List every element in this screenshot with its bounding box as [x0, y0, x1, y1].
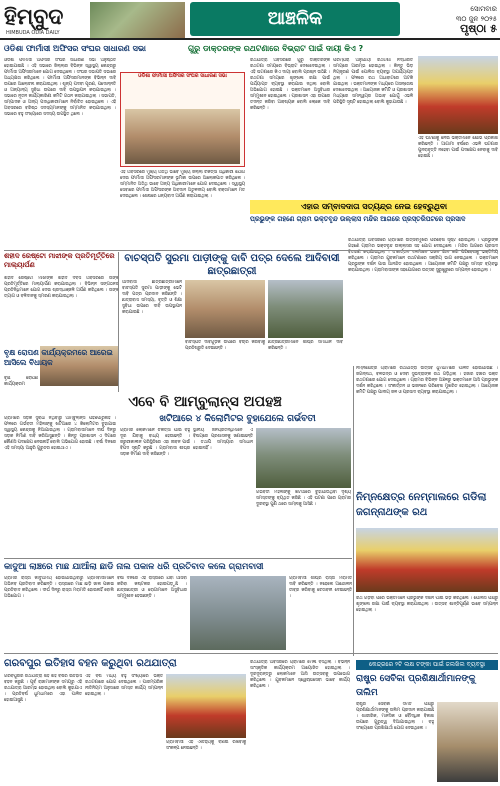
- row-rule: [4, 250, 498, 251]
- weekday: ସୋମବାର: [470, 5, 497, 13]
- a7-body-col3: [193, 428, 253, 556]
- a3-box-header: ଏହାର ସମ୍ବାଦଦାତା ସତ୍ୟନ୍ଦ୍ର ନେଇ ହେବ୍ରୁଥିବା: [250, 200, 498, 214]
- a11-headline: ରାଷ୍ଟ୍ର ସେବିକା ପ୍ରଶିକ୍ଷାର୍ଥୀମାନଙ୍କୁ ତାଲିମ: [356, 674, 476, 698]
- a9-body-col1: [4, 576, 114, 650]
- a3-headline: ପ୍ରଭୁଙ୍କ ଗହଣେ ଗ୍ରାମ ଭକ୍ତବୃନ୍ଦ ଉଲ୍ଲାସ ମନ୍ଦିର ଆଗରେ ପ୍ରସ୍ତରିପଟରେ ପ୍ରସାଦ: [250, 215, 466, 223]
- row-rule: [4, 653, 498, 654]
- a9-photo: [190, 576, 286, 650]
- a2-chariot-photo: [418, 56, 498, 134]
- page-number: ପୃଷ୍ଠା ୫: [460, 22, 497, 35]
- a7-subheadline: ଖଟିଆରେ ୪ କିଲୋମିଟର ବୁହାଯେଲେ ଗର୍ଭବତୀ: [159, 414, 316, 424]
- a4-photo-2: [268, 280, 343, 338]
- a5-headline: ଶହୀଦ ରେଷ୍ଟୋ ମାଝୀଙ୍କ ପ୍ରତିମୂର୍ତ୍ତିରେ ମାଲ୍ୟାର୍ପଣ: [4, 252, 115, 269]
- a11-body: [356, 702, 434, 782]
- a4-body-col3: [268, 340, 343, 362]
- a4-photo: [185, 280, 265, 338]
- date-block: [405, 4, 497, 36]
- a8-chariot-photo: [356, 528, 498, 592]
- a6-body: [4, 376, 38, 396]
- a1-poster-text: ଓଡିଶା ଫାର୍ମାସୀ ଅଫିସର ସଂଘର ସାଧାରଣ ସଭା: [138, 73, 227, 79]
- a4-body-col2: [185, 340, 265, 362]
- column-rule: [118, 252, 119, 392]
- a2-body-col3: [418, 136, 498, 198]
- masthead-photo: [90, 2, 185, 38]
- date: ୩୦ ଜୁନ ୨୦୨୫: [455, 15, 497, 23]
- a2-headline: ଗୁରୁ ଡାକ୍ତରଙ୍କ ରଥଟଣାରେ ବିଭ୍ରାଟ ପାଇଁ ଦାୟୀ କିଏ ?: [188, 44, 364, 53]
- a1-body-2: [120, 170, 245, 250]
- a10-chariot-photo: [166, 674, 246, 738]
- logo-subtitle: HIMBUDA ODIA DAILY: [6, 30, 60, 36]
- divider: [250, 650, 350, 651]
- a11-banner: କେନ୍ଦ୍ରରେ ୨ଟି ଲକ୍ଷ ଟଙ୍କା ପାଇଁ ଜଲଖିଲ ବ୍ୟବସ୍ଥା: [356, 660, 498, 670]
- a6-headline: ବୃକ୍ଷ ରୋପଣ କାର୍ଯ୍ୟକ୍ରମରେ ଆରେଇ ଆସିଲେ ବିଧାୟକ: [4, 348, 113, 367]
- newspaper-logo: ହିମ୍ବୁଦ: [4, 4, 64, 30]
- a1-headline: ଓଡିଶା ଫାର୍ମାସୀ ଅଫିସର ସଂଘର ସାଧାରଣ ସଭା: [4, 44, 146, 53]
- a1-photo-banner: [120, 72, 245, 167]
- a9-body-col2: [117, 576, 187, 650]
- a10-headline: ଗରବପୁର ଇତିହାସ ବହନ କରୁଥିବା ରଥଯାତ୍ରା: [4, 658, 177, 669]
- a7-headline: ଏବେ ବି ଆମ୍ବୁଲାନ୍ସ ଅପହଞ୍ଚ: [128, 394, 282, 410]
- a10-body-col4: [250, 660, 350, 782]
- a7-photo: [256, 428, 351, 488]
- a1-body: [4, 58, 116, 248]
- a8-headline: ନିମ୍ନକ୍ଷେତ୍ର ନେମ୍ମାଲରେ ଗଡିଲା ଜଗନ୍ନାଥଙ୍କ ରଥ: [356, 492, 487, 518]
- a7-body-col2: [120, 428, 190, 556]
- a9-body-col3: [289, 576, 352, 650]
- a3-body: [348, 238, 498, 362]
- a7-body-col1: [4, 416, 116, 556]
- a10-body-col3: [166, 740, 246, 782]
- a4-headline: ବାଚସ୍ପତି ସୁରମା ପାଡ଼ୀଙ୍କୁ ଦାବି ପତ୍ର ଦେଲେ ଆଦିବାସୀ ଛାତ୍ରଛାତ୍ରୀ: [124, 253, 340, 277]
- a1-photo: [125, 109, 240, 164]
- a11-photo: [437, 702, 498, 782]
- a7-body-col4: [256, 490, 351, 556]
- a8-body-top: [356, 366, 498, 486]
- column-rule: [353, 366, 354, 656]
- a4-body-col1: [122, 280, 182, 360]
- a2-body-col1: [250, 58, 330, 198]
- a8-body-bottom: [356, 596, 498, 658]
- a10-body-col2: [85, 674, 163, 782]
- section-title: ଆଞ୍ଚଳିକ: [190, 2, 400, 36]
- a9-headline: କାଦୁଆ ଲାଞ୍ଚରେ ମାଛ ଯାଆଁଲା ଛାଡି ନାଲ ପକାଳ ଧରି ପ୍ରତିବାଦ କଲେ ଗ୍ରାମବାସୀ: [4, 562, 264, 572]
- a5-body: [4, 276, 119, 344]
- row-rule: [4, 558, 352, 559]
- a10-body-col1: [4, 674, 82, 782]
- a2-body-col2: [333, 58, 413, 198]
